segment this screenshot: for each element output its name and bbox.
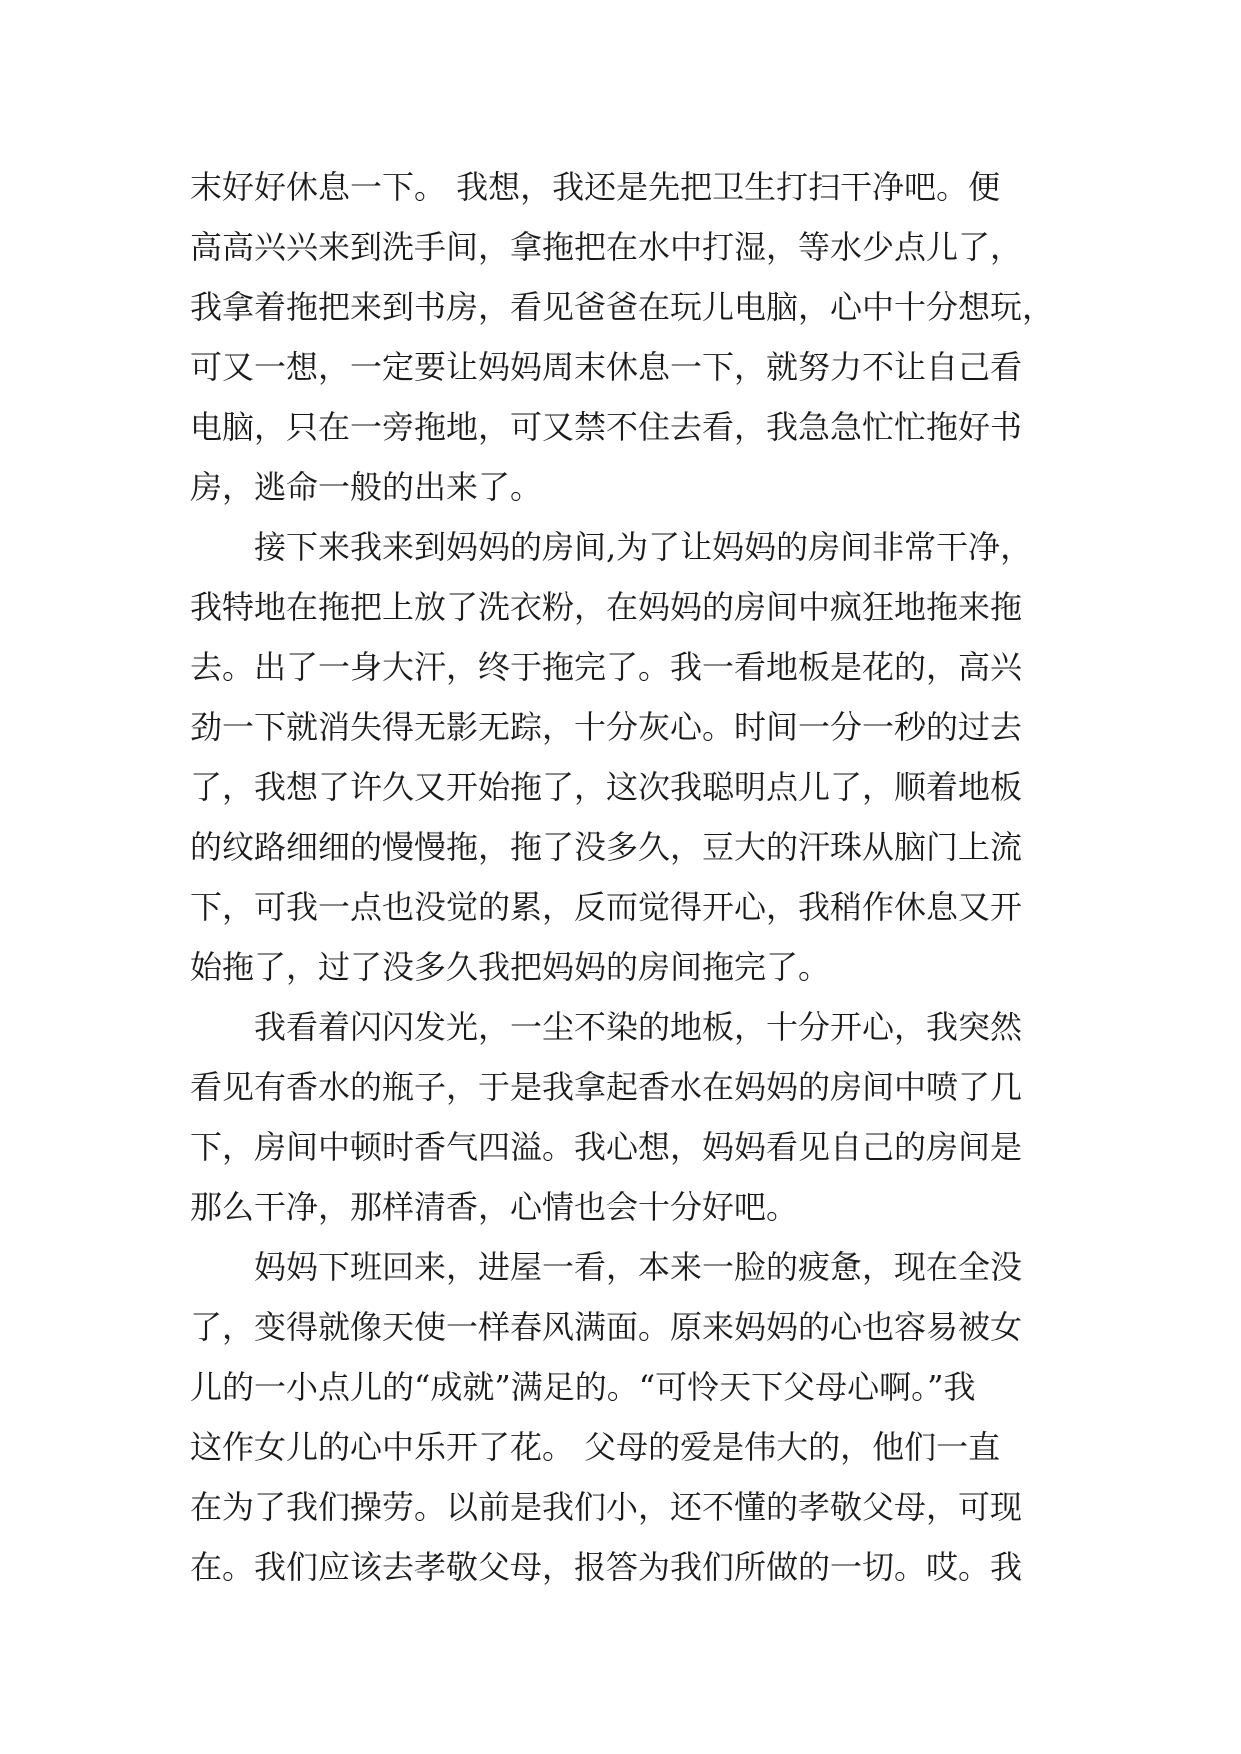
text-line: 在。我们应该去孝敬父母，报答为我们所做的一切。哎。我 [190, 1548, 1023, 1586]
text-line: 高高兴兴来到洗手间，拿拖把在水中打湿，等水少点儿了， [190, 228, 1023, 266]
paragraph-first-line: 我看着闪闪发光，一尘不染的地板，十分开心，我突然 [254, 1008, 1023, 1046]
text-line: 在为了我们操劳。以前是我们小，还不懂的孝敬父母，可现 [190, 1488, 1023, 1526]
text-line: 电脑，只在一旁拖地，可又禁不住去看，我急急忙忙拖好书 [190, 408, 1023, 446]
text-line: 我拿着拖把来到书房，看见爸爸在玩儿电脑，心中十分想玩， [190, 288, 1055, 326]
text-line: 了，我想了许久又开始拖了，这次我聪明点儿了，顺着地板 [190, 768, 1023, 806]
text-line: 那么干净，那样清香，心情也会十分好吧。 [190, 1188, 799, 1226]
text-line: 了，变得就像天使一样春风满面。原来妈妈的心也容易被女 [190, 1308, 1023, 1346]
paragraph-first-line: 接下来我来到妈妈的房间,为了让妈妈的房间非常干净， [254, 528, 1033, 566]
text-line: 始拖了，过了没多久我把妈妈的房间拖完了。 [190, 948, 831, 986]
text-line: 这作女儿的心中乐开了花。 父母的爱是伟大的，他们一直 [190, 1428, 1001, 1466]
text-line: 可又一想，一定要让妈妈周末休息一下，就努力不让自己看 [190, 348, 1023, 386]
text-line: 末好好休息一下。 我想，我还是先把卫生打扫干净吧。便 [190, 168, 1001, 206]
text-line: 去。出了一身大汗，终于拖完了。我一看地板是花的，高兴 [190, 648, 1023, 686]
text-line: 看见有香水的瓶子，于是我拿起香水在妈妈的房间中喷了几 [190, 1068, 1023, 1106]
body-text [190, 157, 1060, 1597]
text-line: 房，逃命一般的出来了。 [190, 468, 543, 506]
paragraph-first-line: 妈妈下班回来，进屋一看，本来一脸的疲惫，现在全没 [254, 1248, 1023, 1286]
text-line: 儿的一小点儿的“成就”满足的。“可怜天下父母心啊。”我 [190, 1368, 976, 1406]
text-line: 的纹路细细的慢慢拖，拖了没多久，豆大的汗珠从脑门上流 [190, 828, 1023, 866]
text-line: 劲一下就消失得无影无踪，十分灰心。时间一分一秒的过去 [190, 708, 1023, 746]
text-line: 下，可我一点也没觉的累，反而觉得开心，我稍作休息又开 [190, 888, 1023, 926]
text-line: 我特地在拖把上放了洗衣粉，在妈妈的房间中疯狂地拖来拖 [190, 588, 1023, 626]
text-line: 下，房间中顿时香气四溢。我心想，妈妈看见自己的房间是 [190, 1128, 1023, 1166]
